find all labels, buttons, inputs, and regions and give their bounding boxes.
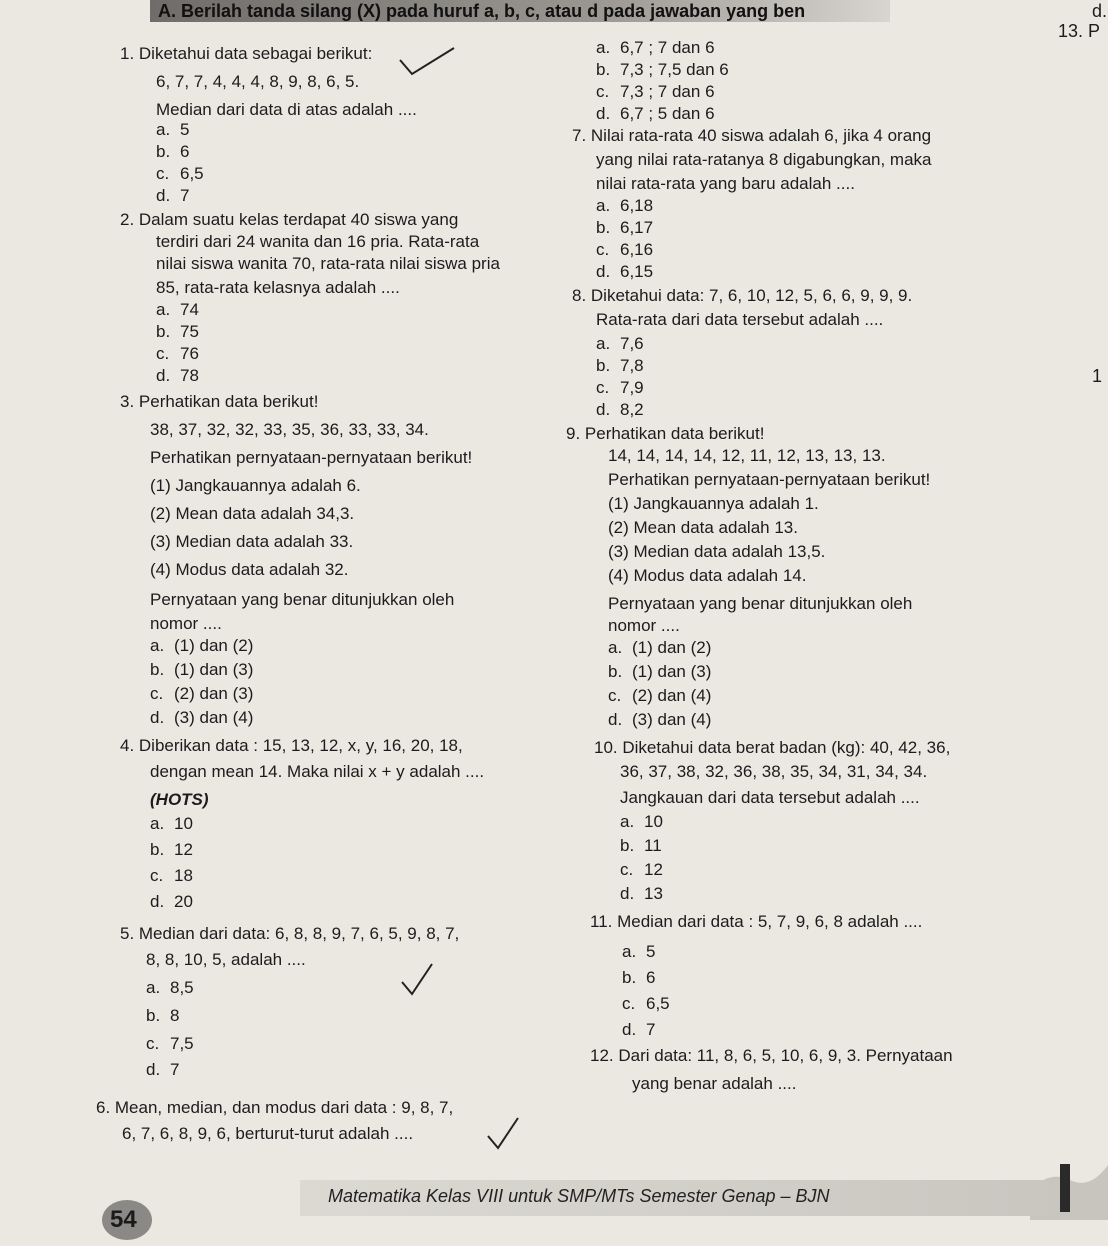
q9-option-c[interactable] (608, 686, 711, 706)
option-letter: b. (146, 1006, 161, 1025)
q5-stem-line-1: 5. Median dari data: 6, 8, 8, 9, 7, 6, 5, 9, 8, 7, (120, 924, 460, 943)
option-text: (2) dan (4) (632, 686, 712, 705)
q9-data: 14, 14, 14, 14, 12, 11, 12, 13, 13, 13. (608, 446, 886, 465)
option-letter: c. (620, 860, 634, 879)
option-text: 6,5 (646, 994, 670, 1013)
q4-hots-tag: (HOTS) (150, 790, 209, 809)
q2-option-b[interactable] (156, 322, 199, 342)
option-text: 8,5 (170, 978, 194, 997)
q10-stem-line-2: 36, 37, 38, 32, 36, 38, 35, 34, 31, 34, 34. (620, 762, 928, 781)
q3-option-c[interactable] (150, 684, 253, 704)
option-letter: a. (146, 978, 161, 997)
q10-option-d[interactable] (620, 884, 663, 904)
option-text: 7,3 ; 7 dan 6 (620, 82, 715, 101)
q7-stem-line-2: yang nilai rata-ratanya 8 digabungkan, maka (596, 150, 932, 169)
option-letter: a. (596, 38, 611, 57)
option-text: 6,7 ; 7 dan 6 (620, 38, 715, 57)
option-text: 13 (644, 884, 663, 903)
option-letter: a. (156, 300, 171, 319)
q10-stem-line-1: 10. Diketahui data berat badan (kg): 40, 42, 36, (594, 738, 951, 757)
option-text: (1) dan (2) (632, 638, 712, 657)
q1-stem-line-2: 6, 7, 7, 4, 4, 4, 8, 9, 8, 6, 5. (156, 72, 360, 91)
handwritten-check-icon (398, 960, 438, 1000)
q9-statement-3: (3) Median data adalah 13,5. (608, 542, 826, 561)
q3-stem-line-9: nomor .... (150, 614, 222, 633)
q11-option-a[interactable] (622, 942, 655, 962)
handwritten-check-icon (484, 1114, 524, 1154)
q9-statement-1: (1) Jangkauannya adalah 1. (608, 494, 819, 513)
option-letter: d. (620, 884, 635, 903)
option-letter: b. (596, 60, 611, 79)
q3-option-a[interactable] (150, 636, 253, 656)
option-text: (2) dan (3) (174, 684, 254, 703)
option-letter: a. (596, 334, 611, 353)
q2-stem-line-1: 2. Dalam suatu kelas terdapat 40 siswa yang (120, 210, 459, 229)
q2-option-a[interactable] (156, 300, 199, 320)
corner-label-13: 13. P (1058, 21, 1101, 41)
option-letter: c. (156, 344, 170, 363)
q8-option-c[interactable] (596, 378, 644, 398)
q4-option-c[interactable] (150, 866, 193, 886)
q1-stem-line-1: 1. Diketahui data sebagai berikut: (120, 44, 373, 63)
q6-stem-line-1: 6. Mean, median, dan modus dari data : 9, 8, 7, (96, 1098, 454, 1117)
corner-label-d: d. (1092, 1, 1108, 21)
option-letter: d. (156, 186, 171, 205)
option-letter: d. (150, 708, 165, 727)
q7-stem-line-1: 7. Nilai rata-rata 40 siswa adalah 6, jika 4 orang (572, 126, 932, 145)
q9-option-a[interactable] (608, 638, 711, 658)
option-text: 10 (644, 812, 663, 831)
q9-statement-2: (2) Mean data adalah 13. (608, 518, 798, 537)
q6-option-b[interactable] (596, 60, 729, 80)
q9-option-d[interactable] (608, 710, 711, 730)
option-text: 8,2 (620, 400, 644, 419)
option-text: 6,18 (620, 196, 654, 215)
q8-option-b[interactable] (596, 356, 644, 376)
option-text: 74 (180, 300, 199, 319)
option-text: (3) dan (4) (174, 708, 254, 727)
q6-option-a[interactable] (596, 38, 715, 58)
option-text: 6,15 (620, 262, 654, 281)
q8-stem-line-1: 8. Diketahui data: 7, 6, 10, 12, 5, 6, 6, 9, 9, 9. (572, 286, 913, 305)
option-text: 12 (644, 860, 663, 879)
option-letter: b. (620, 836, 635, 855)
q1-option-c[interactable] (156, 164, 204, 184)
q4-option-b[interactable] (150, 840, 193, 860)
q5-stem-line-2: 8, 8, 10, 5, adalah .... (146, 950, 306, 969)
q3-option-b[interactable] (150, 660, 253, 680)
q2-option-c[interactable] (156, 344, 199, 364)
page-number: 54 (110, 1206, 137, 1233)
option-letter: d. (146, 1060, 161, 1079)
q3-statement-2: (2) Mean data adalah 34,3. (150, 504, 355, 523)
option-text: (1) dan (3) (632, 662, 712, 681)
option-text: 5 (646, 942, 656, 961)
option-letter: d. (608, 710, 623, 729)
option-letter: d. (622, 1020, 637, 1039)
q9-stem-line-1: 9. Perhatikan data berikut! (566, 424, 765, 443)
option-text: 6 (180, 142, 190, 161)
q8-option-a[interactable] (596, 334, 644, 354)
q2-stem-line-2: terdiri dari 24 wanita dan 16 pria. Rata-rata (156, 232, 480, 251)
option-letter: c. (146, 1034, 160, 1053)
q3-stem-line-3: Perhatikan pernyataan-pernyataan berikut! (150, 448, 473, 467)
q9-option-b[interactable] (608, 662, 711, 682)
q10-option-a[interactable] (620, 812, 663, 832)
q6-stem-line-2: 6, 7, 6, 8, 9, 6, berturut-turut adalah .... (122, 1124, 414, 1143)
option-letter: b. (608, 662, 623, 681)
q5-option-c[interactable] (146, 1034, 194, 1054)
option-text: 7,3 ; 7,5 dan 6 (620, 60, 729, 79)
option-letter: a. (156, 120, 171, 139)
q1-option-b[interactable] (156, 142, 189, 162)
section-instruction: A. Berilah tanda silang (X) pada huruf a, b, c, atau d pada jawaban yang ben (158, 1, 806, 21)
option-text: (3) dan (4) (632, 710, 712, 729)
option-text: (1) dan (3) (174, 660, 254, 679)
q7-option-c[interactable] (596, 240, 653, 260)
option-text: 10 (174, 814, 193, 833)
q3-data: 38, 37, 32, 32, 33, 35, 36, 33, 33, 34. (150, 420, 429, 439)
handwritten-check-icon (398, 46, 458, 78)
q6-option-d[interactable] (596, 104, 715, 124)
option-text: 6 (646, 968, 656, 987)
option-letter: b. (596, 218, 611, 237)
option-letter: d. (150, 892, 165, 911)
option-letter: a. (608, 638, 623, 657)
q6-option-c[interactable] (596, 82, 715, 102)
margin-label-1: 1 (1092, 366, 1103, 386)
q3-statement-1: (1) Jangkauannya adalah 6. (150, 476, 361, 495)
q3-option-d[interactable] (150, 708, 253, 728)
option-text: 7 (646, 1020, 656, 1039)
option-letter: d. (596, 262, 611, 281)
q5-option-a[interactable] (146, 978, 194, 998)
option-letter: c. (622, 994, 636, 1013)
option-text: 7 (170, 1060, 180, 1079)
option-letter: c. (608, 686, 622, 705)
q9-stem-line-8: Pernyataan yang benar ditunjukkan oleh (608, 594, 913, 613)
option-text: 7,9 (620, 378, 644, 397)
option-letter: c. (596, 378, 610, 397)
option-text: 6,5 (180, 164, 204, 183)
q1-option-a[interactable] (156, 120, 189, 140)
q1-option-d[interactable] (156, 186, 189, 206)
footer-book-title: Matematika Kelas VIII untuk SMP/MTs Semester Genap – BJN (328, 1186, 830, 1206)
q9-stem-line-9: nomor .... (608, 616, 680, 635)
option-text: 20 (174, 892, 193, 911)
option-text: 18 (174, 866, 193, 885)
q7-option-b[interactable] (596, 218, 653, 238)
q10-option-c[interactable] (620, 860, 663, 880)
option-text: 6,16 (620, 240, 654, 259)
option-letter: a. (622, 942, 637, 961)
q2-stem-line-4: 85, rata-rata kelasnya adalah .... (156, 278, 400, 297)
option-letter: b. (156, 142, 171, 161)
option-text: 6,17 (620, 218, 654, 237)
q7-option-d[interactable] (596, 262, 653, 282)
q10-option-b[interactable] (620, 836, 662, 856)
q4-stem-line-2: dengan mean 14. Maka nilai x + y adalah .... (150, 762, 485, 781)
option-text: 78 (180, 366, 199, 385)
option-letter: b. (150, 840, 165, 859)
q1-stem-line-3: Median dari data di atas adalah .... (156, 100, 417, 119)
q12-stem-line-1: 12. Dari data: 11, 8, 6, 5, 10, 6, 9, 3. Pernyataan (590, 1046, 953, 1065)
option-letter: a. (596, 196, 611, 215)
option-text: 11 (644, 836, 662, 855)
q2-option-d[interactable] (156, 366, 199, 386)
q12-stem-line-2: yang benar adalah .... (632, 1074, 797, 1093)
q11-stem-line-1: 11. Median dari data : 5, 7, 9, 6, 8 adalah .... (590, 912, 923, 931)
option-text: 5 (180, 120, 190, 139)
option-letter: c. (156, 164, 170, 183)
q4-stem-line-1: 4. Diberikan data : 15, 13, 12, x, y, 16, 20, 18, (120, 736, 463, 755)
option-text: 75 (180, 322, 199, 341)
option-letter: a. (150, 814, 165, 833)
q4-option-a[interactable] (150, 814, 193, 834)
option-text: (1) dan (2) (174, 636, 254, 655)
q11-option-c[interactable] (622, 994, 670, 1014)
q9-statement-4: (4) Modus data adalah 14. (608, 566, 807, 585)
q10-stem-line-3: Jangkauan dari data tersebut adalah .... (620, 788, 920, 807)
q9-stem-line-3: Perhatikan pernyataan-pernyataan berikut! (608, 470, 931, 489)
q11-option-d[interactable] (622, 1020, 655, 1040)
option-letter: c. (150, 684, 164, 703)
option-letter: c. (596, 82, 610, 101)
option-letter: b. (156, 322, 171, 341)
q5-option-b[interactable] (146, 1006, 179, 1026)
q11-option-b[interactable] (622, 968, 655, 988)
q3-statement-4: (4) Modus data adalah 32. (150, 560, 349, 579)
option-letter: b. (596, 356, 611, 375)
option-letter: d. (596, 400, 611, 419)
q8-stem-line-2: Rata-rata dari data tersebut adalah .... (596, 310, 884, 329)
option-letter: a. (150, 636, 165, 655)
q3-statement-3: (3) Median data adalah 33. (150, 532, 354, 551)
option-letter: c. (596, 240, 610, 259)
option-letter: a. (620, 812, 635, 831)
option-text: 76 (180, 344, 199, 363)
option-text: 8 (170, 1006, 180, 1025)
option-text: 7,6 (620, 334, 644, 353)
q3-stem-line-1: 3. Perhatikan data berikut! (120, 392, 319, 411)
option-letter: c. (150, 866, 164, 885)
option-letter: b. (150, 660, 165, 679)
option-letter: d. (596, 104, 611, 123)
q5-option-d[interactable] (146, 1060, 179, 1080)
q4-option-d[interactable] (150, 892, 193, 912)
option-text: 7,5 (170, 1034, 194, 1053)
q8-option-d[interactable] (596, 400, 644, 420)
q7-option-a[interactable] (596, 196, 653, 216)
option-letter: d. (156, 366, 171, 385)
option-text: 12 (174, 840, 193, 859)
option-letter: b. (622, 968, 637, 987)
q2-stem-line-3: nilai siswa wanita 70, rata-rata nilai siswa pria (156, 254, 500, 273)
option-text: 6,7 ; 5 dan 6 (620, 104, 715, 123)
option-text: 7,8 (620, 356, 644, 375)
q3-stem-line-8: Pernyataan yang benar ditunjukkan oleh (150, 590, 455, 609)
option-text: 7 (180, 186, 190, 205)
q7-stem-line-3: nilai rata-rata yang baru adalah .... (596, 174, 855, 193)
